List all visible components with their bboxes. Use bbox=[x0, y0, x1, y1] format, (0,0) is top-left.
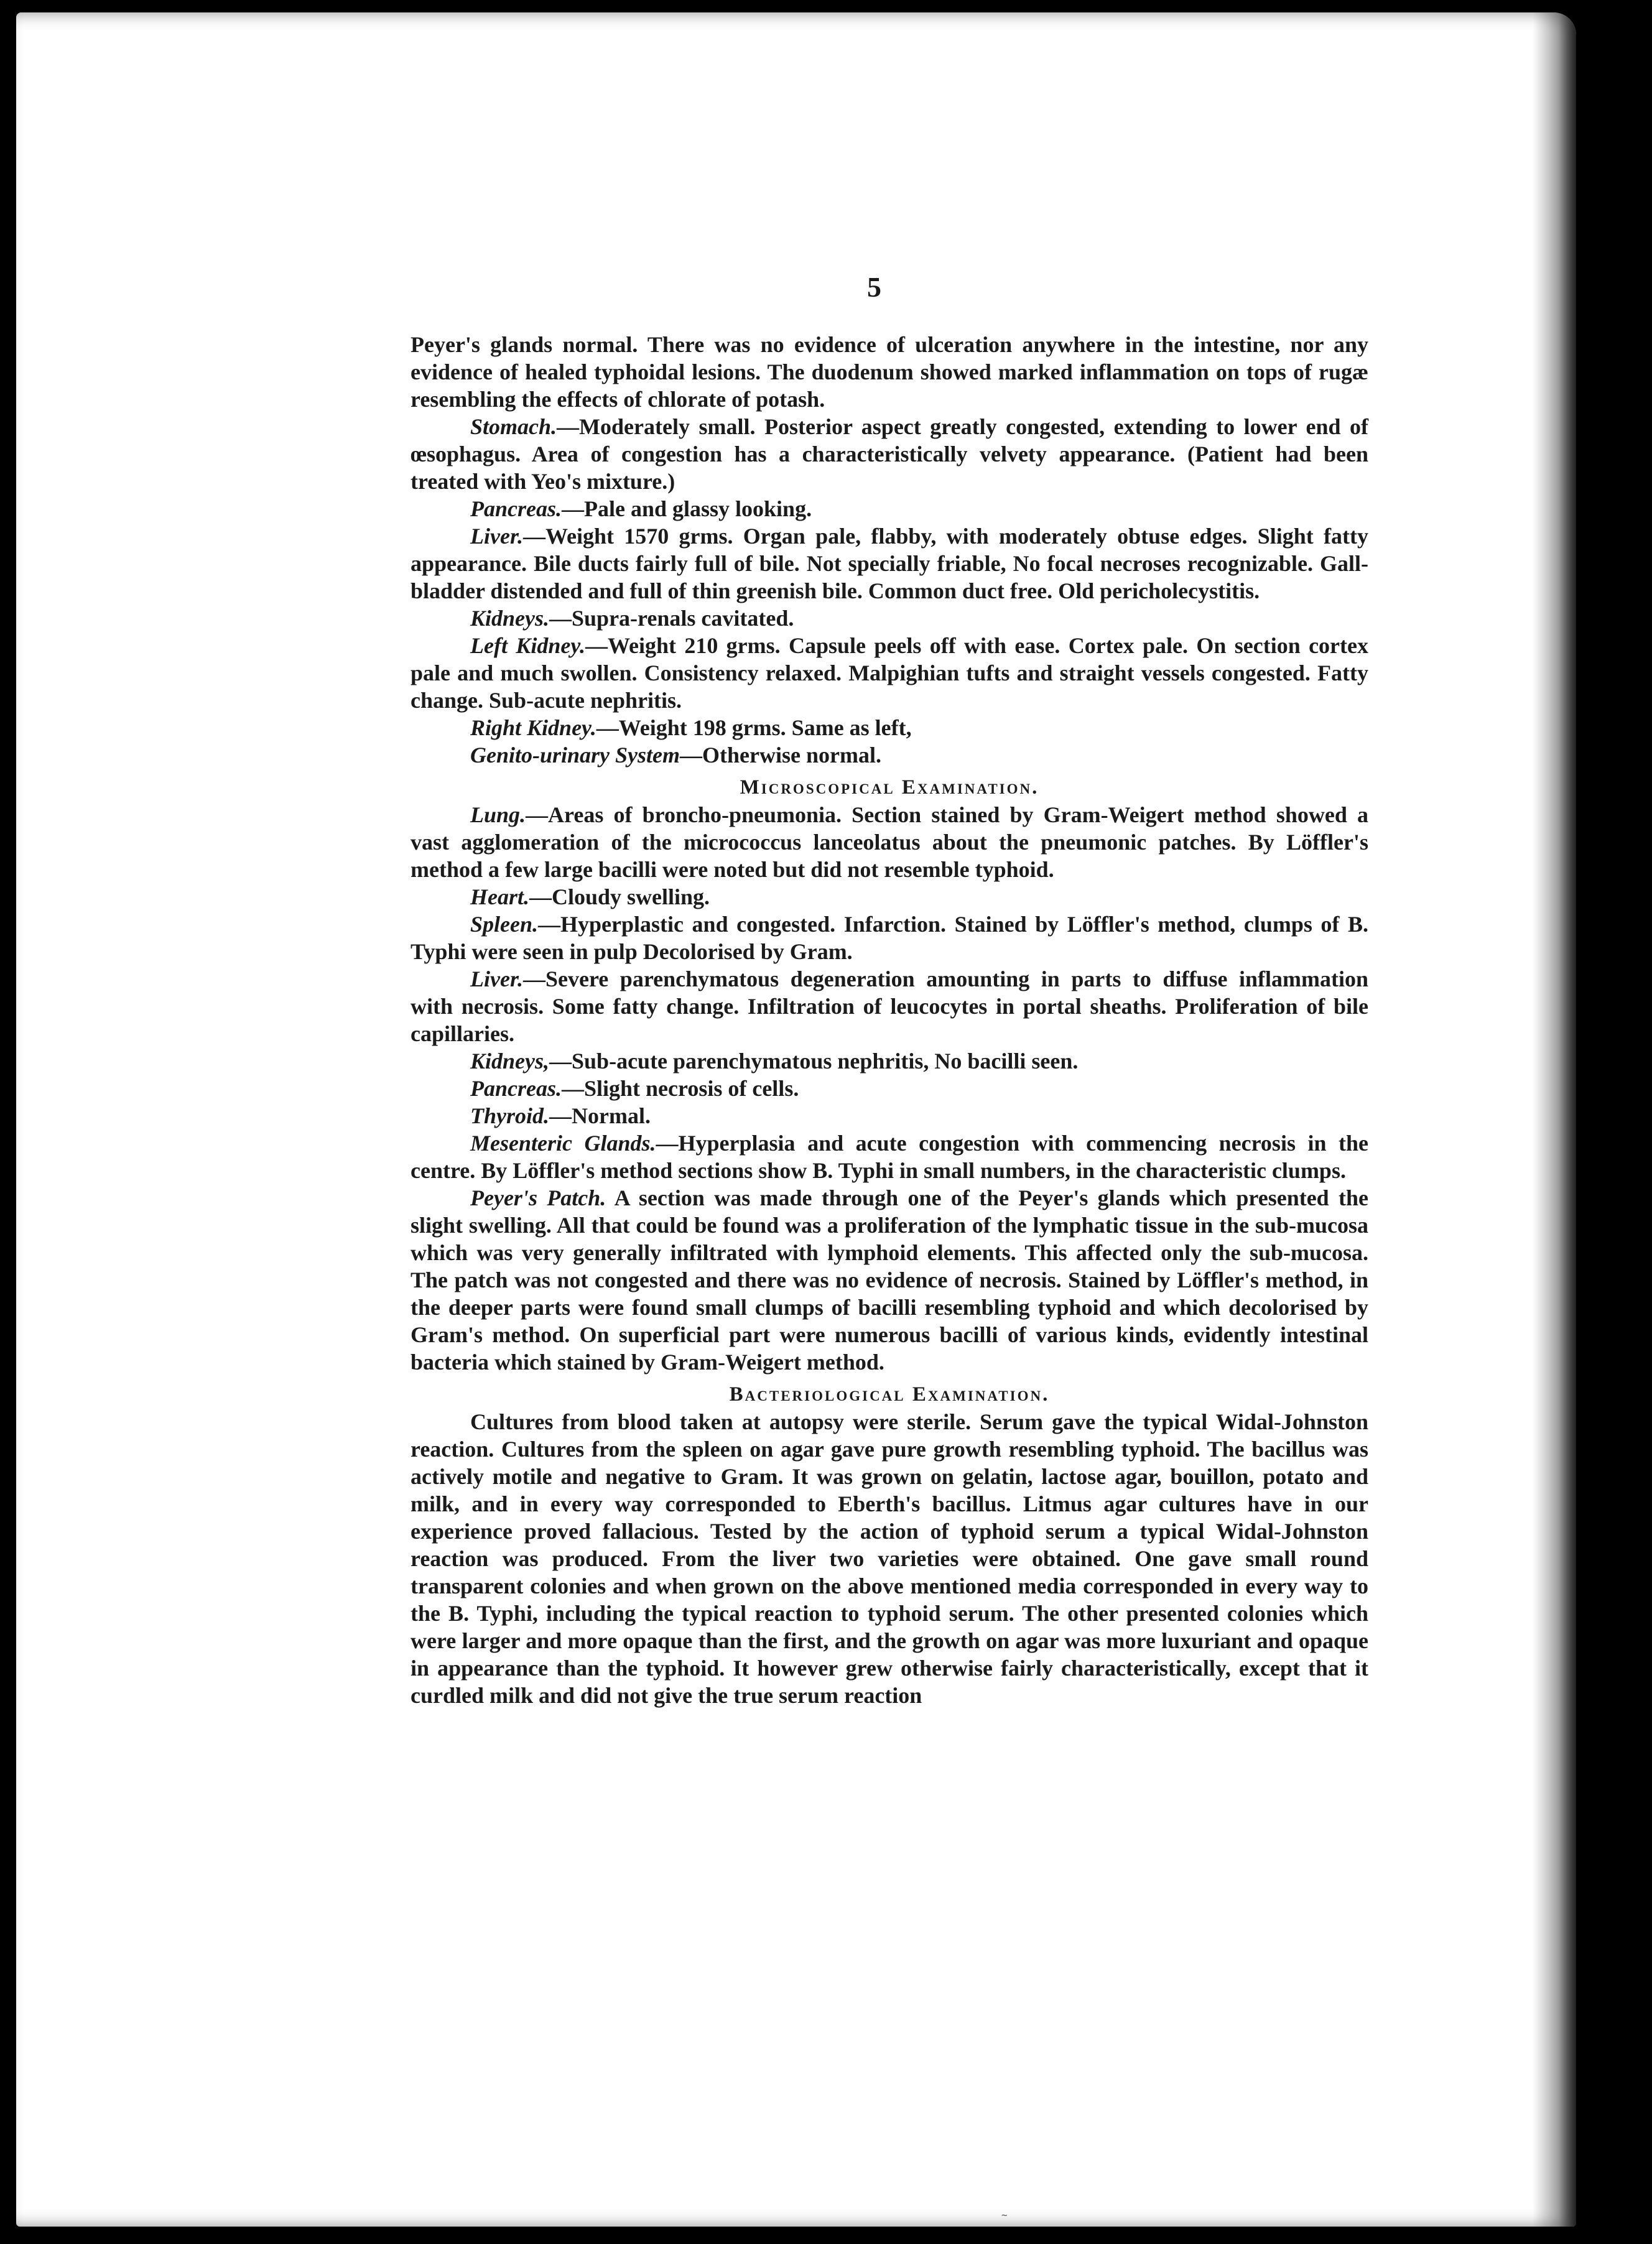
gross-liver bbox=[411, 522, 1368, 605]
organ-title: Genito-urinary System bbox=[470, 743, 680, 767]
organ-title: Kidneys, bbox=[470, 1049, 550, 1073]
organ-text: —Weight 1570 grms. Organ pale, flabby, with moderately obtuse edges. Slight fatty appearance. Bile ducts fairly full of bile. Not specially friable, No focal necroses recognizable. Gall-bladder distended and full of thin greenish bile. Common duct free. Old pericholecystitis. bbox=[411, 524, 1368, 603]
bacteriological-heading: Bacteriological Examination. bbox=[729, 1383, 1050, 1406]
organ-text: —Normal. bbox=[549, 1103, 651, 1128]
micro-kidneys bbox=[411, 1047, 1368, 1075]
micro-liver bbox=[411, 965, 1368, 1047]
organ-title: Left Kidney. bbox=[470, 633, 585, 658]
organ-title: Liver. bbox=[470, 967, 523, 991]
organ-text: —Moderately small. Posterior aspect greatly congested, extending to lower end of œsophagus. Area of congestion has a characteristically velvety appearance. (Patient had been treated with Yeo's mixture.) bbox=[411, 414, 1368, 494]
micro-peyers-patch bbox=[411, 1184, 1368, 1376]
gross-stomach bbox=[411, 413, 1368, 495]
organ-text: —Cloudy swelling. bbox=[529, 884, 710, 909]
document-page bbox=[16, 12, 1576, 2227]
organ-title: Lung. bbox=[470, 802, 526, 827]
organ-text: —Otherwise normal. bbox=[680, 743, 881, 767]
organ-title: Liver. bbox=[470, 524, 523, 549]
organ-text: —Hyperplastic and congested. Infarction. Stained by Löffler's method, clumps of B. Typhi were seen in pulp Decolorised by Gram. bbox=[411, 912, 1368, 964]
organ-text: —Pale and glassy looking. bbox=[562, 496, 812, 521]
organ-title: Kidneys. bbox=[470, 606, 550, 631]
organ-text: —Supra-renals cavitated. bbox=[549, 606, 794, 631]
gross-genito-urinary bbox=[411, 741, 1368, 769]
gross-left-kidney bbox=[411, 632, 1368, 714]
organ-title: Peyer's Patch. bbox=[470, 1185, 606, 1210]
scan-artifact-mark: ~ bbox=[1001, 2209, 1008, 2221]
micro-thyroid bbox=[411, 1102, 1368, 1129]
page-edge-shadow bbox=[1533, 12, 1576, 2227]
gross-right-kidney bbox=[411, 714, 1368, 741]
page-number: 5 bbox=[867, 271, 881, 303]
micro-pancreas bbox=[411, 1075, 1368, 1102]
organ-text: —Weight 210 grms. Capsule peels off with ease. Cortex pale. On section cortex pale and much swollen. Consistency relaxed. Malpighian tufts and straight vessels congested. Fatty change. Sub-acute nephritis. bbox=[411, 633, 1368, 713]
organ-text: —Areas of broncho-pneumonia. Section stained by Gram-Weigert method showed a vast agglomeration of the micrococcus lanceolatus about the pneumonic patches. By Löffler's method a few large bacilli were noted but did not resemble typhoid. bbox=[411, 802, 1368, 882]
micro-lung bbox=[411, 801, 1368, 883]
organ-text: —Weight 198 grms. Same as left, bbox=[596, 715, 912, 740]
bacteriological-paragraph: Cultures from blood taken at autopsy were sterile. Serum gave the typical Widal-Johnston reaction. Cultures from the spleen on agar gave pure growth resembling typhoid. The bacillus was actively motile and negative to Gram. It was grown on gelatin, lactose agar, bouillon, potato and milk, and in every way corresponded to Eberth's bacillus. Litmus agar cultures have in our experience proved fallacious. Tested by the action of typhoid serum a typical Widal-Johnston reaction was produced. From the liver two varieties were obtained. One gave small round transparent colonies and when grown on the above mentioned media corresponded in every way to the B. Typhi, including the typical reaction to typhoid serum. The other presented colonies which were larger and more opaque than the first, and the growth on agar was more luxuriant and opaque in appearance than the typhoid. It however grew otherwise fairly characteristically, except that it curdled milk and did not give the true serum reaction bbox=[411, 1409, 1368, 1708]
organ-title: Thyroid. bbox=[470, 1103, 550, 1128]
intro-paragraph: Peyer's glands normal. There was no evidence of ulceration anywhere in the intestine, nor any evidence of healed typhoidal lesions. The duodenum showed marked inflammation on tops of rugæ resembling the effects of chlorate of potash. bbox=[411, 332, 1368, 412]
organ-text: —Slight necrosis of cells. bbox=[562, 1076, 799, 1101]
organ-title: Spleen. bbox=[470, 912, 539, 937]
organ-title: Right Kidney. bbox=[470, 715, 596, 740]
organ-text: A section was made through one of the Peyer's glands which presented the slight swelling. All that could be found was a proliferation of the lymphatic tissue in the sub-mucosa which was very generally infiltrated with lymphoid elements. This affected only the sub-mucosa. The patch was not congested and there was no evidence of necrosis. Stained by Löffler's method, in the deeper parts were found small clumps of bacilli resembling typhoid and which decolorised by Gram's method. On superficial part were numerous bacilli of various kinds, evidently intestinal bacteria which stained by Gram-Weigert method. bbox=[411, 1185, 1368, 1375]
page-text bbox=[411, 331, 1368, 1709]
organ-title: Pancreas. bbox=[470, 496, 562, 521]
gross-kidneys bbox=[411, 605, 1368, 632]
micro-spleen bbox=[411, 911, 1368, 965]
organ-title: Heart. bbox=[470, 884, 529, 909]
micro-heart bbox=[411, 883, 1368, 911]
organ-title: Mesenteric Glands. bbox=[470, 1131, 656, 1156]
organ-text: —Hyperplasia and acute congestion with commencing necrosis in the centre. By Löffler's method sections show B. Typhi in small numbers, in the characteristic clumps. bbox=[411, 1131, 1369, 1183]
organ-text: —Sub-acute parenchymatous nephritis, No bacilli seen. bbox=[549, 1049, 1079, 1073]
organ-title: Pancreas. bbox=[470, 1076, 562, 1101]
micro-mesenteric-glands bbox=[411, 1129, 1368, 1184]
organ-title: Stomach. bbox=[470, 414, 557, 439]
microscopical-heading: Microscopical Examination. bbox=[740, 776, 1039, 799]
gross-pancreas bbox=[411, 495, 1368, 522]
organ-text: —Severe parenchymatous degeneration amounting in parts to diffuse inflammation with necrosis. Some fatty change. Infiltration of leucocytes in portal sheaths. Proliferation of bile capillaries. bbox=[411, 967, 1368, 1046]
